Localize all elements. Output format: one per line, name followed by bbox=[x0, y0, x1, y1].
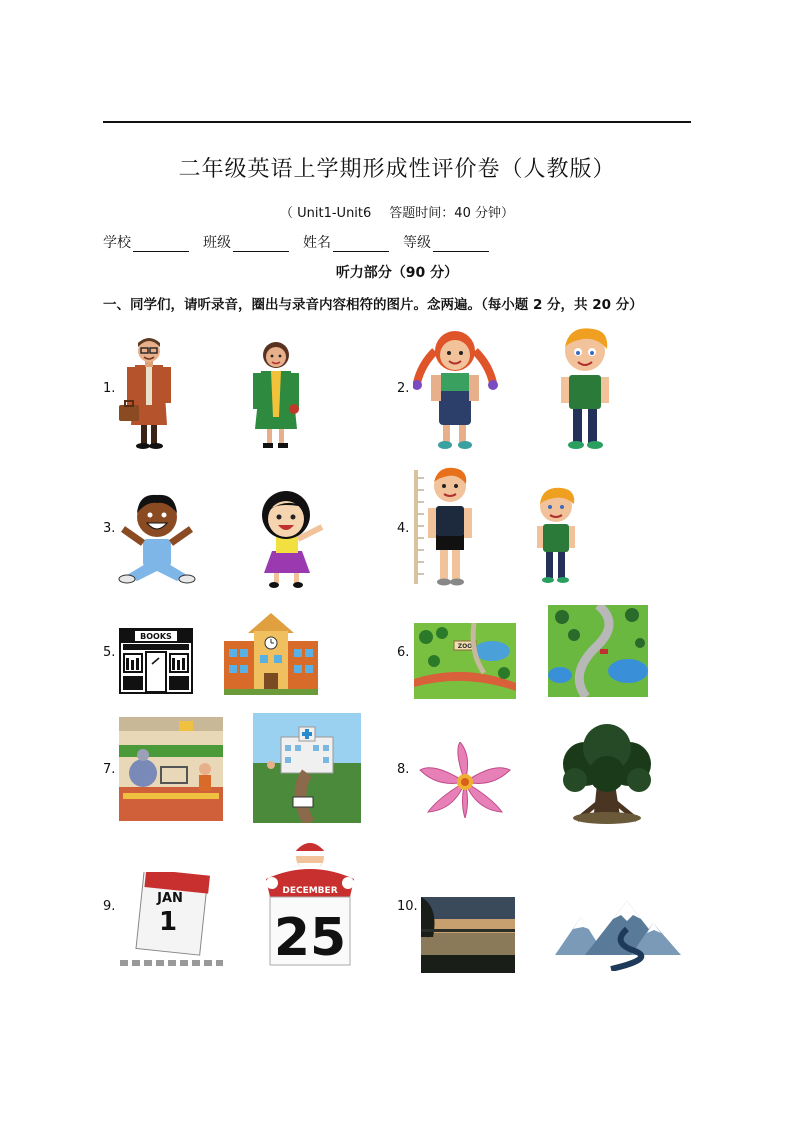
books-sign-text: BOOKS bbox=[140, 632, 172, 641]
picture-calendar-jan-1[interactable] bbox=[118, 872, 224, 972]
picture-boy-jumping[interactable] bbox=[117, 489, 197, 587]
picture-boy-green-shirt[interactable] bbox=[553, 325, 619, 453]
december-day-text: 25 bbox=[273, 908, 347, 968]
picture-hospital[interactable] bbox=[253, 713, 361, 823]
question-number-2: 2. bbox=[397, 381, 410, 396]
question-number-6: 6. bbox=[397, 645, 410, 660]
school-field: 学校 bbox=[103, 232, 189, 252]
question-number-5: 5. bbox=[103, 645, 116, 660]
picture-zoo-park[interactable] bbox=[414, 623, 516, 699]
picture-calendar-december-25[interactable] bbox=[262, 839, 358, 969]
school-blank[interactable] bbox=[133, 237, 189, 252]
question-number-9: 9. bbox=[103, 899, 116, 914]
picture-lake-dusk[interactable] bbox=[421, 897, 515, 973]
top-rule bbox=[103, 121, 691, 123]
class-blank[interactable] bbox=[233, 237, 289, 252]
december-month-text: DECEMBER bbox=[282, 886, 338, 896]
picture-park-river-road[interactable] bbox=[548, 605, 648, 697]
picture-school[interactable] bbox=[224, 613, 318, 695]
grade-blank[interactable] bbox=[433, 237, 489, 252]
picture-short-boy[interactable] bbox=[530, 486, 582, 586]
name-field: 姓名 bbox=[303, 232, 389, 252]
question-number-8: 8. bbox=[397, 762, 410, 777]
class-field: 班级 bbox=[203, 232, 289, 252]
picture-man-briefcase[interactable] bbox=[117, 335, 181, 451]
question-number-1: 1. bbox=[103, 381, 116, 396]
picture-girl-black-hair[interactable] bbox=[250, 487, 330, 589]
picture-big-tree[interactable] bbox=[557, 722, 657, 826]
subtitle bbox=[0, 202, 794, 221]
picture-supermarket[interactable] bbox=[119, 717, 223, 821]
picture-pink-flower[interactable] bbox=[414, 742, 516, 818]
name-blank[interactable] bbox=[333, 237, 389, 252]
picture-mountains-river[interactable] bbox=[555, 899, 681, 971]
calendar-day-text: 1 bbox=[158, 907, 178, 937]
picture-tall-boy-height-ruler[interactable] bbox=[412, 466, 482, 588]
question-number-10: 10. bbox=[397, 899, 418, 914]
grade-field: 等级 bbox=[403, 232, 489, 252]
zoo-sign-text: ZOO bbox=[457, 643, 473, 650]
question-number-3: 3. bbox=[103, 521, 116, 536]
answer-time: 答题时间：40 分钟） bbox=[389, 206, 514, 221]
picture-bookstore[interactable] bbox=[119, 628, 193, 694]
unit-range: （ Unit1-Unit6 bbox=[280, 206, 372, 221]
question-number-4: 4. bbox=[397, 521, 410, 536]
picture-girl-red-pigtails[interactable] bbox=[413, 325, 499, 451]
student-info-row bbox=[103, 232, 489, 252]
question-number-7: 7. bbox=[103, 762, 116, 777]
picture-woman-green-coat[interactable] bbox=[247, 337, 305, 451]
section-heading: 听力部分（90 分） bbox=[335, 265, 459, 281]
instruction-text: 一、同学们，请听录音，圈出与录音内容相符的图片。念两遍。（每小题 2 分，共 20 分） bbox=[103, 297, 643, 313]
page-title: 二年级英语上学期形成性评价卷（人教版） bbox=[178, 157, 616, 182]
calendar-month-text: JAN bbox=[157, 891, 183, 906]
